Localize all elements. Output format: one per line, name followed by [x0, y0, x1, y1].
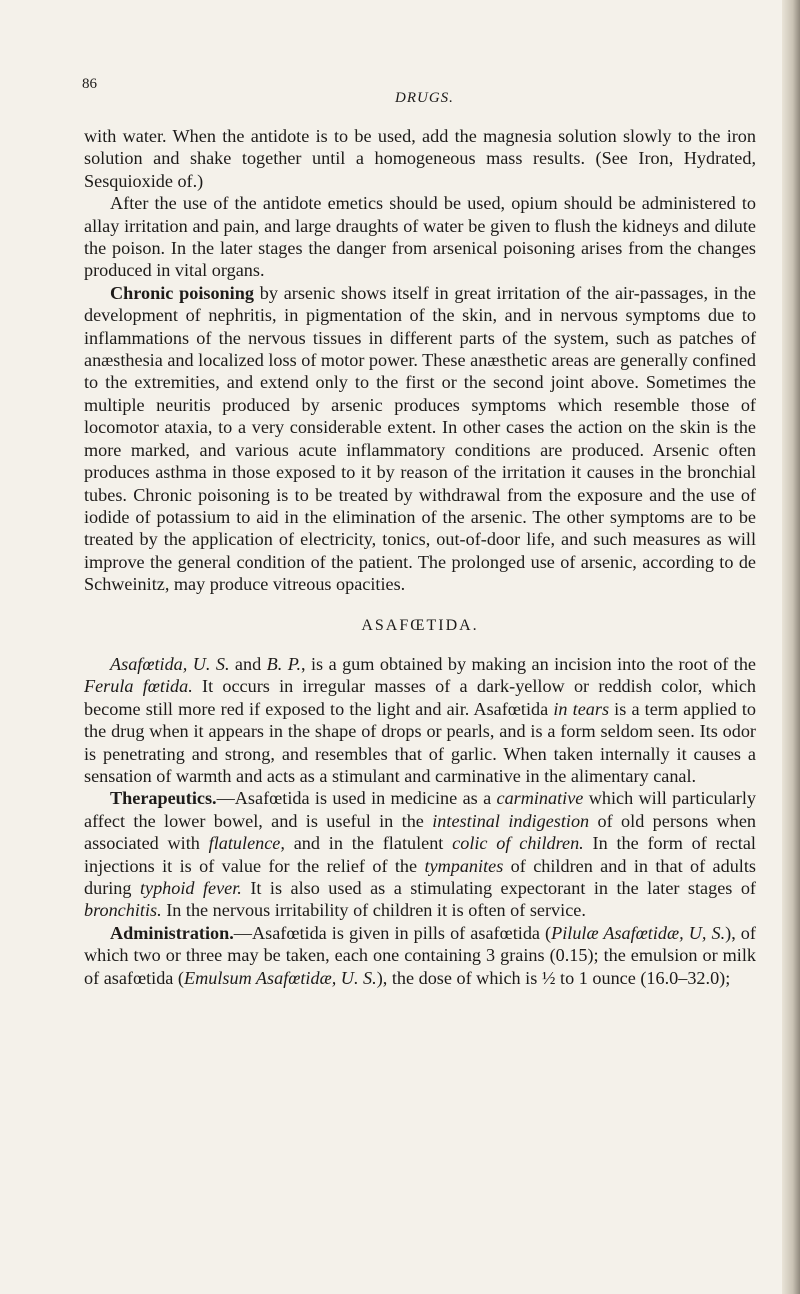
therapeutics-text: of children and in that of adults during [84, 855, 756, 898]
page-corner-curl [0, 0, 36, 16]
intro-term-ferula: Ferula fœtida. [84, 676, 193, 697]
therapeutics-term: carminative [496, 788, 584, 809]
intro-term-bp: B. P. [266, 653, 302, 674]
therapeutics-term: flatulence, [208, 833, 285, 854]
running-title: DRUGS. [395, 90, 454, 106]
therapeutics-text: which will particularly affect the lower bowel, and is useful in the [84, 788, 756, 831]
paragraph-asafoetida-intro [84, 653, 756, 787]
therapeutics-term: tympanites [424, 855, 504, 876]
therapeutics-term: colic of children. [452, 833, 584, 854]
intro-text: It occurs in irregular masses of a dark-yellow or reddish color, which become still more red if exposed to the light and air. Asafœtida [84, 676, 757, 719]
therapeutics-term: bronchitis. [84, 900, 162, 921]
therapeutics-text: It is also used as a stimulating expectorant in the later stages of [241, 878, 756, 898]
administration-term: Pilulæ Asafœtidæ, U, S. [551, 922, 726, 943]
page-edge-shadow [782, 0, 800, 1294]
chronic-poisoning-lead: Chronic poisoning [110, 282, 254, 303]
paragraph-chronic-poisoning [84, 282, 756, 596]
intro-text: is a term applied to the drug when it appears in the shape of drops or pearls, and is a form seldom seen. Its odor is penetrating and strong, and resembles that of garlic. When taken internally it causes a sensation of warmth and acts as a stimulant and carminative in the alimentary canal. [84, 698, 756, 786]
intro-term-in-tears: in tears [553, 698, 610, 719]
administration-text: ), of which two or three may be taken, each one containing 3 grains (0.15); the emulsion or milk of asafœtida ( [84, 922, 756, 988]
intro-text: and [229, 653, 267, 674]
therapeutics-text: In the form of rectal injections it is of value for the relief of the [84, 833, 756, 876]
therapeutics-lead: Therapeutics. [110, 788, 217, 809]
page-number: 86 [82, 76, 97, 92]
therapeutics-text: of old persons when associated with [84, 810, 756, 854]
therapeutics-term: typhoid fever. [139, 878, 242, 898]
administration-text: —Asafœtida is given in pills of asafœtida ( [233, 922, 552, 943]
section-heading-asafoetida: ASAFŒTIDA. [361, 616, 479, 634]
therapeutics-term: intestinal indigestion [432, 810, 590, 831]
administration-term: Emulsum Asafœtidæ, U. S. [184, 967, 377, 988]
paragraph-antidote-preparation: with water. When the antidote is to be used, add the magnesia solution slowly to the iron solution and shake together until a homogeneous mass results. (See Iron, Hydrated, Sesquioxide of.) [84, 126, 756, 191]
chronic-poisoning-text: by arsenic shows itself in great irritation of the air-passages, in the development of nephritis, in pigmentation of the skin, and in nervous symptoms due to inflammations of the nervous tissues in different parts of the system, such as patches of anæsthesia and localized loss of motor power. These anæsthetic areas are generally confined to the extremities, and extend only to the first or the second joint above. Sometimes the multiple neuritis produced by arsenic produces symptoms which resemble those of locomotor ataxia, to a very considerable extent. In other cases the action on the skin is the more marked, and various acute inflammatory conditions are produced. Arsenic often produces asthma in those exposed to it by reason of the irritation it causes in the bronchial tubes. Chronic poisoning is to be treated by withdrawal from the exposure and the use of iodide of potassium to aid in the elimination of the arsenic. The other symptoms are to be treated by the application of electricity, tonics, out-of-door life, and such measures as will improve the general condition of the patient. The prolonged use of arsenic, according to de Schweinitz, may produce vitreous opacities. [84, 282, 756, 595]
paragraph-antidote-aftercare: After the use of the antidote emetics should be used, opium should be administered to allay irritation and pain, and large draughts of water be given to flush the kidneys and dilute the poison. In the later stages the danger from arsenical poisoning arises from the changes produced in vital organs. [84, 193, 756, 281]
paragraph-therapeutics [84, 787, 756, 921]
therapeutics-text: —Asafœtida is used in medicine as a [216, 788, 497, 809]
paragraph-administration [84, 922, 756, 989]
therapeutics-text: and in the flatulent [284, 833, 453, 854]
administration-lead: Administration. [110, 922, 234, 943]
administration-text: ), the dose of which is ½ to 1 ounce (16.0–32.0); [376, 967, 731, 988]
page-body [84, 125, 756, 989]
therapeutics-text: In the nervous irritability of children it is often of service. [161, 900, 586, 921]
intro-text: , is a gum obtained by making an incision into the root of the [301, 653, 757, 674]
intro-term-usp: Asafœtida, U. S. [110, 653, 230, 674]
